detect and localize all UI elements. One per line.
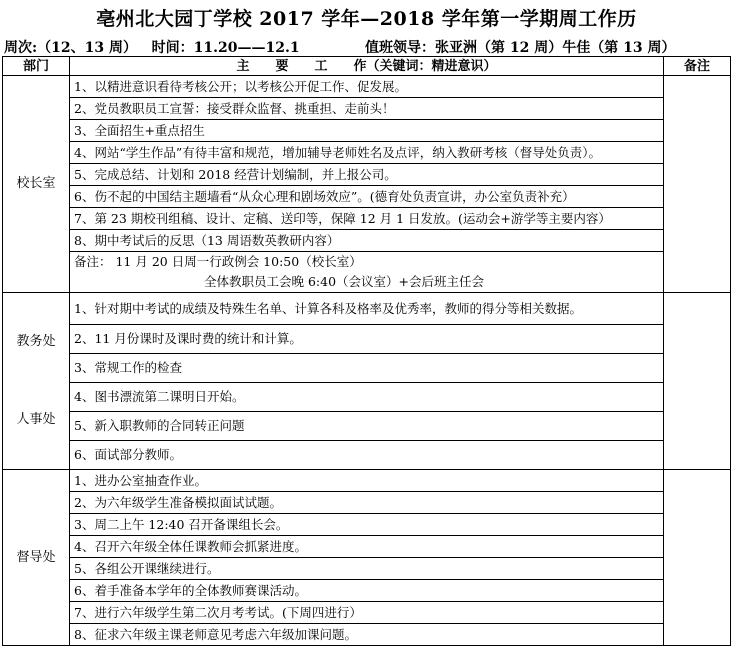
header-main-work: 主 要 工 作（关键词：精进意识）	[70, 57, 664, 76]
table-row	[3, 293, 731, 325]
table-row	[3, 76, 731, 98]
task-item: 2、党员教职员工宣誓：接受群众监督、挑重担、走前头！	[70, 98, 664, 120]
table-row	[3, 186, 731, 208]
task-item: 6、伤不起的中国结主题墙看“从众心理和剧场效应”。(德育处负责宣讲，办公室负责补充）	[70, 186, 664, 208]
table-row	[3, 142, 731, 164]
remark-cell	[664, 76, 731, 293]
table-header-row	[3, 57, 731, 76]
table-row	[3, 580, 731, 602]
remark-cell	[664, 293, 731, 470]
table-row	[3, 558, 731, 580]
task-item: 3、常规工作的检查	[70, 354, 664, 383]
dept-principal: 校长室	[3, 76, 70, 293]
table-row	[3, 164, 731, 186]
table-row	[3, 441, 731, 470]
header-remark: 备注	[664, 57, 731, 76]
task-item: 6、着手准备本学年的全体教师赛课活动。	[70, 580, 664, 602]
table-row	[3, 492, 731, 514]
task-item: 2、11 月份课时及课时费的统计和计算。	[70, 325, 664, 354]
task-item: 7、第 23 期校刊组稿、设计、定稿、送印等，保障 12 月 1 日发放。(运动会+游学等主要内容）	[70, 208, 664, 230]
task-item: 8、征求六年级主课老师意见考虑六年级加课问题。	[70, 624, 664, 646]
table-row	[3, 412, 731, 441]
task-item: 2、为六年级学生准备模拟面试试题。	[70, 492, 664, 514]
table-row	[3, 252, 731, 293]
dept-supervision: 督导处	[3, 470, 70, 646]
time-label: 时间：11.20——12.1	[151, 40, 300, 56]
work-schedule-table	[2, 56, 731, 646]
task-item: 6、面试部分教师。	[70, 441, 664, 470]
task-item: 4、图书漂流第二课明日开始。	[70, 383, 664, 412]
task-item: 7、进行六年级学生第二次月考考试。(下周四进行）	[70, 602, 664, 624]
table-row	[3, 120, 731, 142]
table-row	[3, 514, 731, 536]
dept-academic-personnel	[3, 293, 70, 470]
task-item: 3、周二上午 12:40 召开备课组长会。	[70, 514, 664, 536]
table-row	[3, 624, 731, 646]
task-item: 1、进办公室抽查作业。	[70, 470, 664, 492]
table-row	[3, 354, 731, 383]
task-item: 8、期中考试后的反思（13 周语数英教研内容）	[70, 230, 664, 252]
duty-leaders: 值班领导：张亚洲（第 12 周）牛佳（第 13 周）	[365, 40, 676, 56]
task-item: 1、以精进意识看待考核公开；以考核公开促工作、促发展。	[70, 76, 664, 98]
note-line-2: 全体教职员工会晚 6:40（会议室）+会后班主任会	[204, 274, 485, 289]
task-item: 5、完成总结、计划和 2018 经营计划编制，并上报公司。	[70, 164, 664, 186]
dept-personnel: 人事处	[16, 412, 56, 427]
week-time-info	[4, 37, 300, 57]
week-label: 周次:（12、13 周）	[4, 40, 138, 56]
table-row	[3, 230, 731, 252]
table-row	[3, 325, 731, 354]
principal-note	[70, 252, 664, 293]
dept-academic: 教务处	[16, 334, 56, 349]
table-row	[3, 470, 731, 492]
task-item: 5、各组公开课继续进行。	[70, 558, 664, 580]
table-row	[3, 208, 731, 230]
task-item: 5、新入职教师的合同转正问题	[70, 412, 664, 441]
task-item: 3、全面招生+重点招生	[70, 120, 664, 142]
note-line-1: 备注： 11 月 20 日周一行政例会 10:50（校长室）	[74, 254, 362, 269]
page-title: 亳州北大园丁学校 2017 学年—2018 学年第一学期周工作历	[96, 8, 637, 30]
task-item: 1、针对期中考试的成绩及特殊生名单、计算各科及格率及优秀率，教师的得分等相关数据。	[70, 293, 664, 325]
table-row	[3, 383, 731, 412]
table-row	[3, 98, 731, 120]
remark-cell	[664, 470, 731, 646]
header-dept: 部门	[3, 57, 70, 76]
task-item: 4、召开六年级全体任课教师会抓紧进度。	[70, 536, 664, 558]
task-item: 4、网站“学生作品”有待丰富和规范，增加辅导老师姓名及点评，纳入教研考核（督导处负责）。	[70, 142, 664, 164]
table-row	[3, 536, 731, 558]
